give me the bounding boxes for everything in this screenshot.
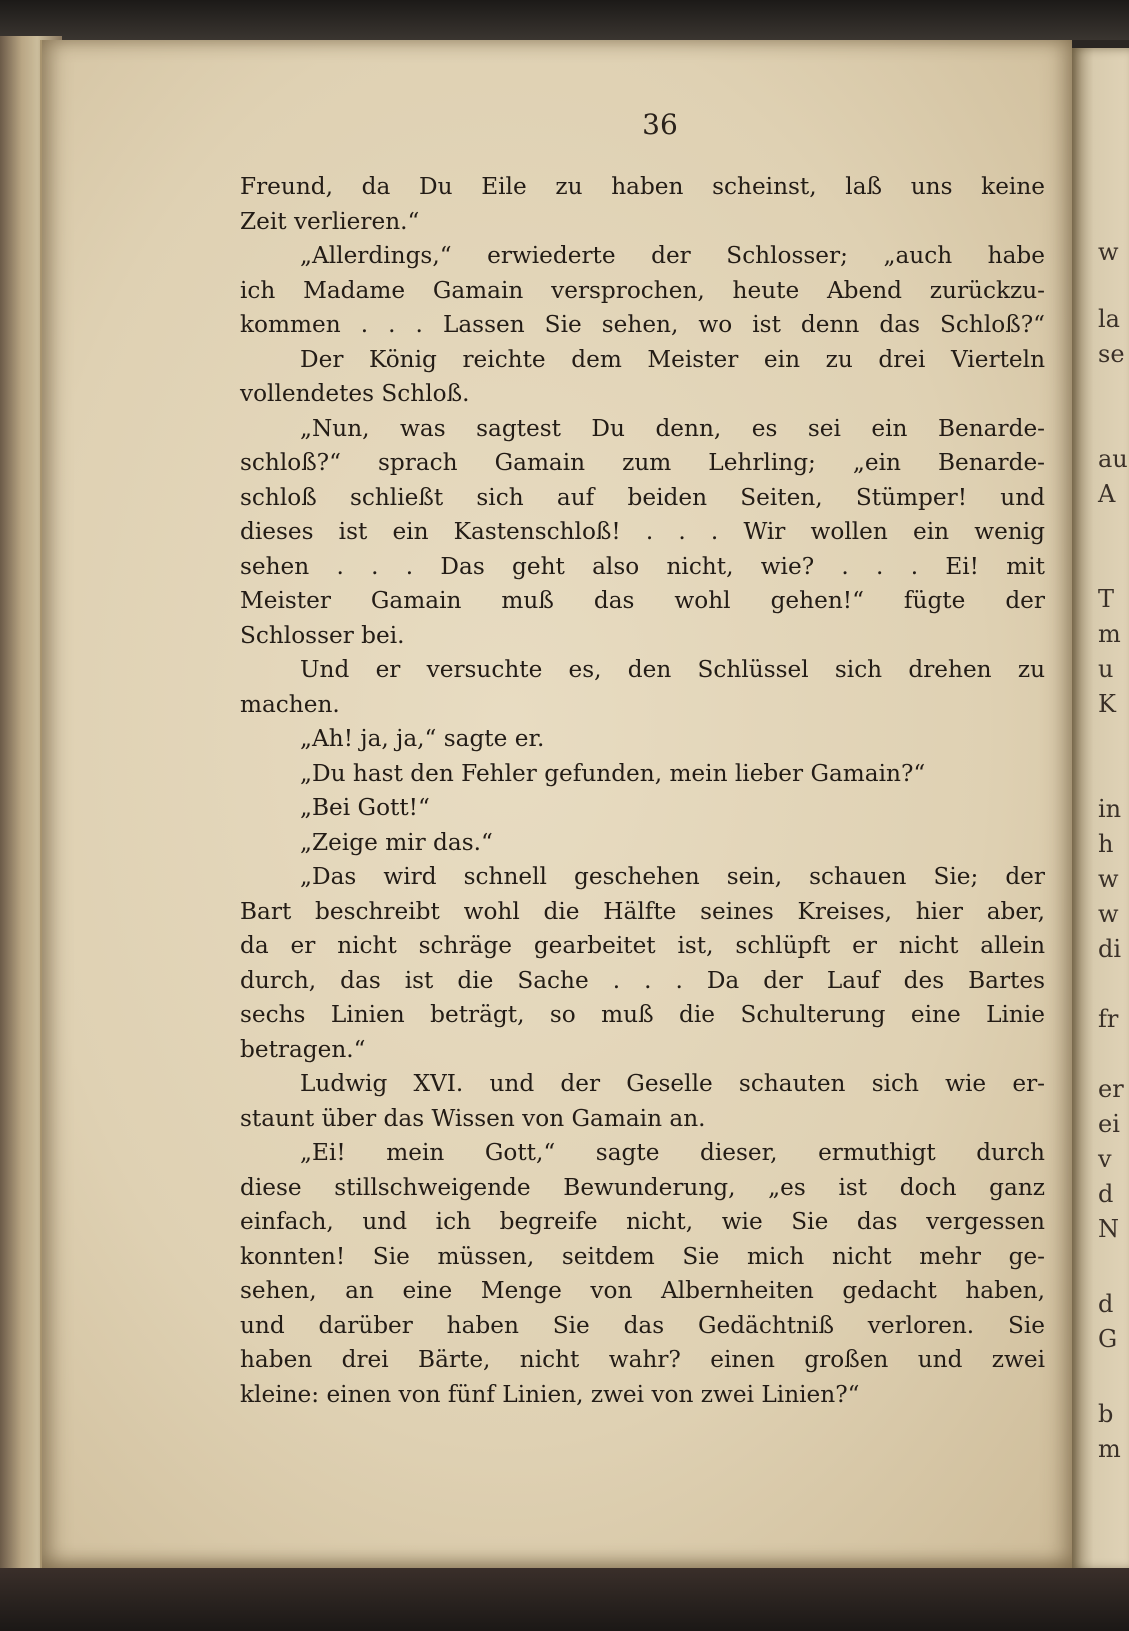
- text-line: Zeit verlieren.“: [240, 207, 420, 235]
- edge-fragment: er: [1098, 1075, 1124, 1103]
- edge-fragment: fr: [1098, 1005, 1119, 1033]
- text-line: sehen, an eine Menge von Albernheiten gedacht haben,: [240, 1277, 1045, 1304]
- edge-fragment: h: [1098, 830, 1114, 858]
- page-text: [240, 170, 1045, 1412]
- text-line: durch, das ist die Sache . . . Da der Lauf des Bartes: [240, 966, 1045, 994]
- edge-fragment: la: [1098, 305, 1120, 333]
- text-line: konnten! Sie müssen, seitdem Sie mich nicht mehr ge-: [240, 1242, 1045, 1270]
- text-line: Meister Gamain muß das wohl gehen!“ fügte der: [240, 587, 1045, 614]
- text-line: kommen . . . Lassen Sie sehen, wo ist denn das Schloß?“: [240, 311, 1045, 338]
- edge-fragment: di: [1098, 935, 1122, 963]
- text-line: Und er versuchte es, den Schlüssel sich drehen zu: [300, 656, 1045, 683]
- text-line: ich Madame Gamain versprochen, heute Abend zurückzu-: [240, 276, 1045, 304]
- text-line: Ludwig XVI. und der Geselle schauten sich wie er-: [300, 1070, 1045, 1097]
- edge-fragment: d: [1098, 1290, 1114, 1318]
- text-line: betragen.“: [240, 1035, 366, 1063]
- edge-fragment: au: [1098, 445, 1128, 473]
- page-number: 36: [642, 108, 678, 141]
- text-line: und darüber haben Sie das Gedächtniß verloren. Sie: [240, 1311, 1045, 1339]
- text-line: diese stillschweigende Bewunderung, „es ist doch ganz: [240, 1173, 1045, 1201]
- text-line: „Das wird schnell geschehen sein, schauen Sie; der: [300, 863, 1045, 890]
- edge-fragment: b: [1098, 1400, 1114, 1428]
- book-cover-bottom: [0, 1568, 1129, 1631]
- text-line: schloß?“ sprach Gamain zum Lehrling; „ein Benarde-: [240, 449, 1045, 476]
- text-line: haben drei Bärte, nicht wahr? einen großen und zwei: [240, 1346, 1045, 1373]
- edge-fragment: d: [1098, 1180, 1114, 1208]
- text-line: vollendetes Schloß.: [240, 380, 470, 407]
- text-line: „Bei Gott!“: [300, 794, 430, 821]
- text-line: kleine: einen von fünf Linien, zwei von zwei Linien?“: [240, 1380, 860, 1408]
- edge-fragment: w: [1098, 900, 1119, 928]
- text-line: Der König reichte dem Meister ein zu drei Vierteln: [300, 345, 1045, 373]
- text-line: machen.: [240, 690, 340, 718]
- text-line: dieses ist ein Kastenschloß! . . . Wir wollen ein wenig: [240, 518, 1045, 545]
- text-line: einfach, und ich begreife nicht, wie Sie das vergessen: [240, 1208, 1045, 1235]
- edge-fragment: N: [1098, 1215, 1119, 1243]
- edge-fragment: K: [1098, 690, 1116, 718]
- edge-fragment: A: [1098, 480, 1116, 508]
- edge-fragment: m: [1098, 620, 1121, 648]
- text-line: „Du hast den Fehler gefunden, mein lieber Gamain?“: [300, 759, 926, 787]
- text-line: staunt über das Wissen von Gamain an.: [240, 1104, 706, 1132]
- text-line: Freund, da Du Eile zu haben scheinst, laß uns keine: [240, 173, 1045, 200]
- text-line: sechs Linien beträgt, so muß die Schulterung eine Linie: [240, 1001, 1045, 1028]
- edge-fragment: v: [1098, 1145, 1112, 1173]
- text-line: sehen . . . Das geht also nicht, wie? . . . Ei! mit: [240, 552, 1045, 580]
- text-line: „Zeige mir das.“: [300, 828, 493, 856]
- edge-fragment: w: [1098, 238, 1119, 266]
- edge-fragment: in: [1098, 795, 1122, 823]
- text-line: „Ah! ja, ja,“ sagte er.: [300, 725, 545, 752]
- text-line: „Allerdings,“ erwiederte der Schlosser; „auch habe: [300, 242, 1045, 269]
- edge-fragment: se: [1098, 340, 1125, 368]
- edge-fragment: T: [1098, 585, 1115, 613]
- edge-fragment: m: [1098, 1435, 1121, 1463]
- edge-fragment: G: [1098, 1325, 1118, 1353]
- edge-fragment: ei: [1098, 1110, 1120, 1138]
- text-line: Bart beschreibt wohl die Hälfte seines Kreises, hier aber,: [240, 897, 1045, 925]
- text-line: da er nicht schräge gearbeitet ist, schlüpft er nicht allein: [240, 932, 1045, 959]
- edge-fragment: w: [1098, 865, 1119, 893]
- text-line: schloß schließt sich auf beiden Seiten, Stümper! und: [240, 483, 1045, 511]
- edge-fragment: u: [1098, 655, 1114, 683]
- text-line: Schlosser bei.: [240, 621, 405, 649]
- book-cover-top: [0, 0, 1129, 40]
- text-line: „Ei! mein Gott,“ sagte dieser, ermuthigt durch: [300, 1139, 1045, 1166]
- text-line: „Nun, was sagtest Du denn, es sei ein Benarde-: [300, 414, 1045, 442]
